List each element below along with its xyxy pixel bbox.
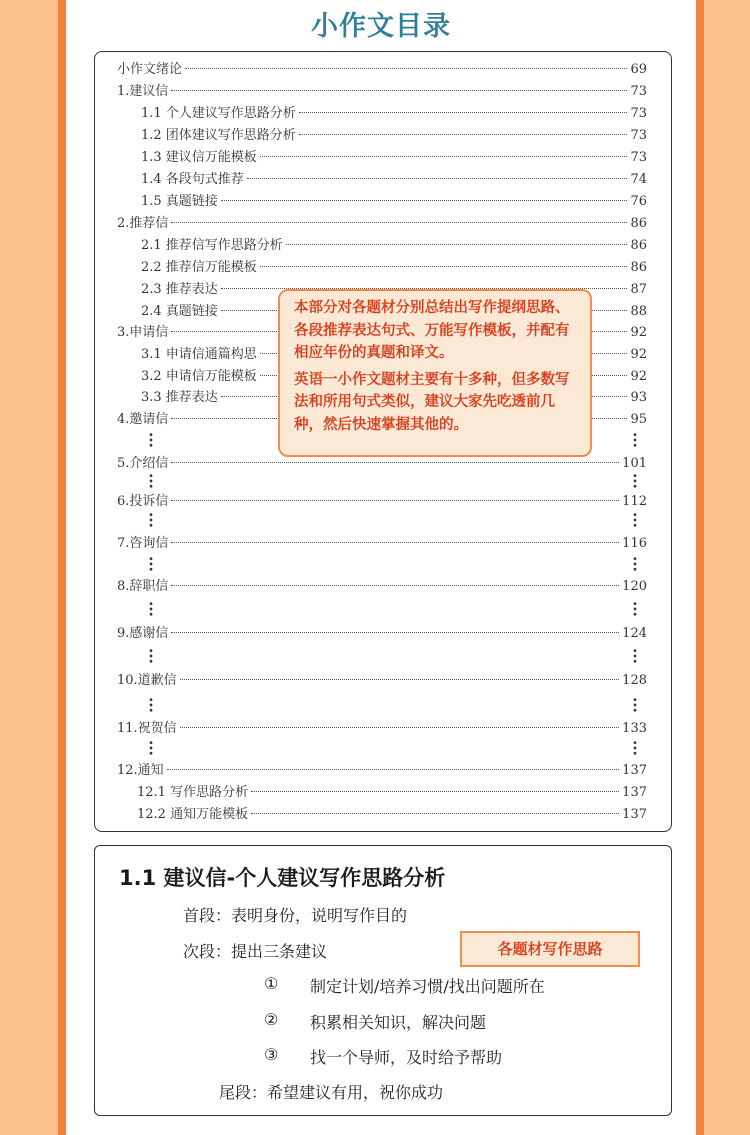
toc-leader <box>171 500 619 501</box>
toc-item[interactable] <box>117 534 647 554</box>
toc-leader <box>251 791 619 792</box>
toc-item[interactable] <box>117 82 647 102</box>
point-text: 积累相关知识，解决问题 <box>310 1013 487 1032</box>
toc-item-page: 76 <box>630 194 647 209</box>
toc-item-page: 101 <box>622 456 647 471</box>
toc-item-label: 9.感谢信 <box>117 626 169 641</box>
toc-leader <box>171 542 619 543</box>
second-paragraph-line: 次段：提出三条建议 <box>183 942 328 961</box>
toc-leader <box>260 156 628 157</box>
toc-item[interactable] <box>141 258 647 278</box>
toc-item-page: 95 <box>630 412 647 427</box>
continuation-dots <box>632 601 638 617</box>
toc-item-page: 92 <box>630 347 647 362</box>
continuation-dots <box>632 473 638 489</box>
toc-item-page: 86 <box>630 216 647 231</box>
continuation-dots <box>632 740 638 756</box>
continuation-dots <box>148 432 154 448</box>
continuation-dots <box>148 512 154 528</box>
toc-leader <box>171 632 619 633</box>
callout-note <box>278 289 592 457</box>
continuation-dots <box>148 601 154 617</box>
toc-item-label: 10.道歉信 <box>117 673 177 688</box>
toc-item-page: 137 <box>622 807 647 822</box>
toc-leader <box>180 679 619 680</box>
toc-item-label: 1.1 个人建议写作思路分析 <box>141 106 296 121</box>
callout-paragraph-2: 英语一小作文题材主要有十多种，但多数写法和所用句式类似，建议大家先吃透前几种，然后快速掌握其他的。 <box>294 371 570 433</box>
toc-item-label: 5.介绍信 <box>117 456 169 471</box>
point-text: 制定计划/培养习惯/找出问题所在 <box>310 977 545 996</box>
toc-item-label: 小作文绪论 <box>117 62 183 77</box>
toc-item[interactable] <box>117 492 647 512</box>
toc-leader <box>251 813 619 814</box>
toc-item-label: 12.1 写作思路分析 <box>137 785 249 800</box>
toc-item-label: 7.咨询信 <box>117 536 169 551</box>
toc-item-page: 73 <box>630 128 647 143</box>
last-paragraph-line: 尾段：希望建议有用，祝你成功 <box>219 1083 444 1102</box>
toc-item-label: 2.3 推荐表达 <box>141 282 218 297</box>
continuation-dots <box>632 512 638 528</box>
toc-item-page: 92 <box>630 325 647 340</box>
toc-item-label: 4.邀请信 <box>117 412 169 427</box>
toc-item-page: 128 <box>622 673 647 688</box>
toc-item-page: 88 <box>630 304 647 319</box>
toc-item[interactable] <box>141 192 647 212</box>
toc-item-page: 137 <box>622 763 647 778</box>
right-orange-stripe <box>696 0 704 1135</box>
toc-item-page: 86 <box>630 260 647 275</box>
toc-item-label: 3.3 推荐表达 <box>141 390 218 405</box>
toc-item-page: 86 <box>630 238 647 253</box>
point-text: 找一个导师，及时给予帮助 <box>310 1048 503 1067</box>
toc-item-label: 6.投诉信 <box>117 494 169 509</box>
first-paragraph-line: 首段：表明身份，说明写作目的 <box>183 906 408 925</box>
toc-item-page: 73 <box>630 150 647 165</box>
toc-item[interactable] <box>117 214 647 234</box>
toc-item-label: 1.建议信 <box>117 84 169 99</box>
toc-item-page: 124 <box>622 626 647 641</box>
toc-item[interactable] <box>137 805 647 825</box>
toc-leader <box>221 200 628 201</box>
toc-item[interactable] <box>117 761 647 781</box>
toc-leader <box>247 178 628 179</box>
continuation-dots <box>148 740 154 756</box>
toc-item[interactable] <box>117 671 647 691</box>
callout-paragraph-1: 本部分对各题材分别总结出写作提纲思路、各段推荐表达句式、万能写作模板，并配有相应年份的真题和译文。 <box>294 300 570 361</box>
toc-item-page: 116 <box>622 536 647 551</box>
toc-leader <box>167 769 619 770</box>
toc-item[interactable] <box>117 60 647 80</box>
toc-leader <box>171 222 627 223</box>
toc-leader <box>260 266 628 267</box>
continuation-dots <box>632 432 638 448</box>
point-number: ① <box>264 974 279 993</box>
toc-item-page: 73 <box>630 84 647 99</box>
toc-leader <box>299 112 628 113</box>
toc-item-page: 112 <box>622 494 647 509</box>
toc-item-label: 12.2 通知万能模板 <box>137 807 249 822</box>
continuation-dots <box>148 697 154 713</box>
toc-item-label: 1.3 建议信万能模板 <box>141 150 257 165</box>
toc-item-label: 3.申请信 <box>117 325 169 340</box>
toc-item-page: 133 <box>622 721 647 736</box>
toc-item-label: 2.1 推荐信写作思路分析 <box>141 238 283 253</box>
toc-item[interactable] <box>117 624 647 644</box>
continuation-dots <box>632 556 638 572</box>
toc-leader <box>180 727 619 728</box>
toc-item-page: 69 <box>630 62 647 77</box>
toc-item-label: 3.1 申请信通篇构思 <box>141 347 257 362</box>
toc-item-page: 74 <box>630 172 647 187</box>
point-number: ② <box>264 1010 279 1029</box>
toc-item-page: 120 <box>622 579 647 594</box>
toc-item[interactable] <box>141 126 647 146</box>
toc-item-page: 137 <box>622 785 647 800</box>
toc-item-page: 73 <box>630 106 647 121</box>
toc-item-page: 87 <box>630 282 647 297</box>
toc-item[interactable] <box>117 719 647 739</box>
left-orange-stripe <box>58 0 66 1135</box>
toc-leader <box>171 585 619 586</box>
continuation-dots <box>148 648 154 664</box>
toc-item[interactable] <box>141 236 647 256</box>
toc-item-label: 8.辞职信 <box>117 579 169 594</box>
toc-item-label: 2.推荐信 <box>117 216 169 231</box>
toc-item-label: 12.通知 <box>117 763 164 778</box>
toc-item-label: 1.4 各段句式推荐 <box>141 172 244 187</box>
toc-item[interactable] <box>141 170 647 190</box>
toc-item[interactable] <box>141 148 647 168</box>
continuation-dots <box>148 556 154 572</box>
toc-leader <box>185 68 627 69</box>
toc-leader <box>171 462 619 463</box>
toc-item[interactable] <box>117 454 647 474</box>
continuation-dots <box>632 697 638 713</box>
toc-item-label: 1.2 团体建议写作思路分析 <box>141 128 296 143</box>
toc-item-label: 2.2 推荐信万能模板 <box>141 260 257 275</box>
section-heading: 1.1 建议信-个人建议写作思路分析 <box>119 866 446 890</box>
toc-item-page: 93 <box>630 390 647 405</box>
continuation-dots <box>148 473 154 489</box>
toc-item-page: 92 <box>630 369 647 384</box>
toc-item-label: 2.4 真题链接 <box>141 304 218 319</box>
continuation-dots <box>632 648 638 664</box>
toc-leader <box>171 90 627 91</box>
toc-item-label: 1.5 真题链接 <box>141 194 218 209</box>
toc-leader <box>299 134 628 135</box>
topic-tag: 各题材写作思路 <box>460 931 640 967</box>
toc-item-label: 11.祝贺信 <box>117 721 177 736</box>
toc-leader <box>286 244 628 245</box>
toc-item[interactable] <box>141 104 647 124</box>
page-title: 小作文目录 <box>311 11 451 42</box>
point-number: ③ <box>264 1045 279 1064</box>
toc-item[interactable] <box>117 577 647 597</box>
toc-item-label: 3.2 申请信万能模板 <box>141 369 257 384</box>
toc-item[interactable] <box>137 783 647 803</box>
